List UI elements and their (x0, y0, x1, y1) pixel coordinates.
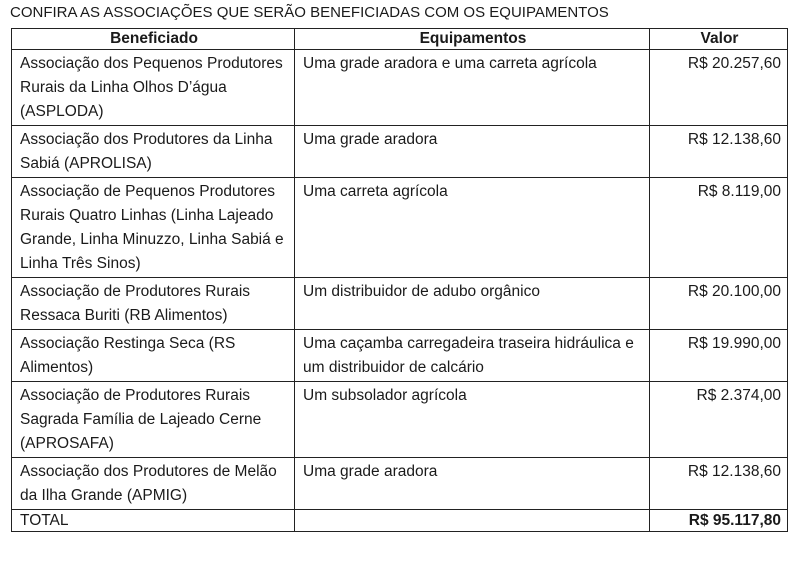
table-row (12, 458, 788, 510)
cell-beneficiado: Associação de Pequenos Produtores Rurais Quatro Linhas (Linha Lajeado Grande, Linha Minuzzo, Linha Sabiá e Linha Três Sinos) (12, 178, 295, 278)
cell-valor: R$ 12.138,60 (650, 458, 788, 510)
total-row (12, 510, 788, 532)
cell-beneficiado: Associação dos Produtores de Melão da Ilha Grande (APMIG) (12, 458, 295, 510)
cell-valor: R$ 8.119,00 (650, 178, 788, 278)
table-row (12, 126, 788, 178)
cell-beneficiado: Associação Restinga Seca (RS Alimentos) (12, 330, 295, 382)
table-header-row (12, 29, 788, 50)
cell-beneficiado: Associação de Produtores Rurais Sagrada Família de Lajeado Cerne (APROSAFA) (12, 382, 295, 458)
cell-valor: R$ 12.138,60 (650, 126, 788, 178)
table-row (12, 50, 788, 126)
cell-equipamentos: Uma caçamba carregadeira traseira hidráulica e um distribuidor de calcário (295, 330, 650, 382)
table-row (12, 278, 788, 330)
beneficiaries-table (11, 28, 788, 532)
column-header-equipamentos: Equipamentos (295, 29, 650, 50)
cell-equipamentos: Um subsolador agrícola (295, 382, 650, 458)
cell-beneficiado: Associação dos Pequenos Produtores Rurais da Linha Olhos D’água (ASPLODA) (12, 50, 295, 126)
cell-valor: R$ 20.100,00 (650, 278, 788, 330)
cell-valor: R$ 2.374,00 (650, 382, 788, 458)
cell-equipamentos: Uma grade aradora e uma carreta agrícola (295, 50, 650, 126)
cell-equipamentos: Um distribuidor de adubo orgânico (295, 278, 650, 330)
table-row (12, 330, 788, 382)
cell-beneficiado: Associação dos Produtores da Linha Sabiá (APROLISA) (12, 126, 295, 178)
total-value: R$ 95.117,80 (650, 510, 788, 532)
cell-equipamentos: Uma carreta agrícola (295, 178, 650, 278)
page-title: CONFIRA AS ASSOCIAÇÕES QUE SERÃO BENEFICIADAS COM OS EQUIPAMENTOS (10, 4, 609, 21)
column-header-beneficiado: Beneficiado (12, 29, 295, 50)
cell-beneficiado: Associação de Produtores Rurais Ressaca Buriti (RB Alimentos) (12, 278, 295, 330)
total-equipamentos (295, 510, 650, 532)
table-row (12, 178, 788, 278)
cell-equipamentos: Uma grade aradora (295, 126, 650, 178)
table-row (12, 382, 788, 458)
cell-valor: R$ 19.990,00 (650, 330, 788, 382)
cell-valor: R$ 20.257,60 (650, 50, 788, 126)
total-label: TOTAL (12, 510, 295, 532)
column-header-valor: Valor (650, 29, 788, 50)
cell-equipamentos: Uma grade aradora (295, 458, 650, 510)
